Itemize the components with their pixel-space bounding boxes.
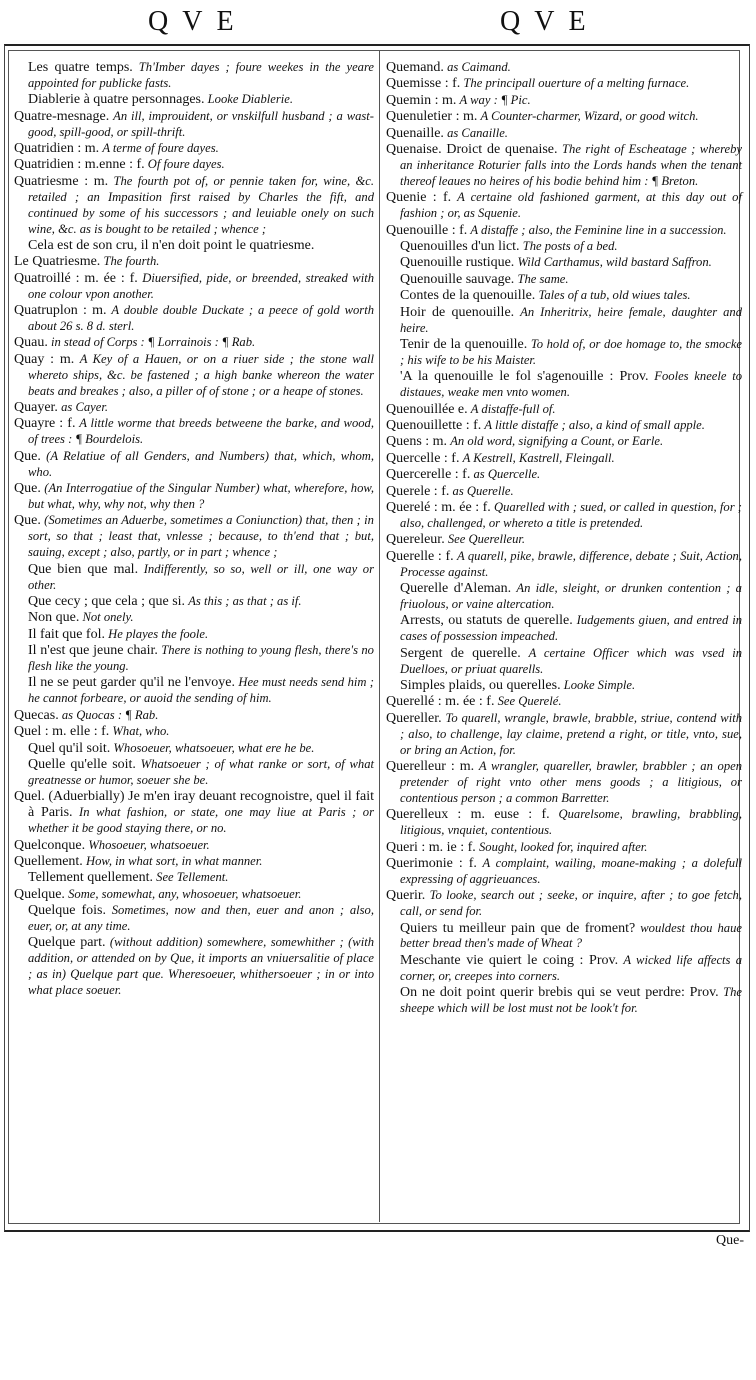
entry-headword: Hoir de quenouille. [400, 304, 515, 320]
entry-definition: A double double Duckate ; a peece of gold worth about 26 s. 8 d. sterl. [28, 303, 375, 333]
entry-definition: A distaffe-full of. [470, 401, 556, 416]
entry-definition: See Querelleur. [447, 532, 526, 547]
entry-headword: Querelle d'Aleman. [400, 581, 512, 596]
entry-definition: The posts of a bed. [522, 238, 618, 253]
right-column [386, 60, 742, 1017]
entry-headword: Querimonie : f. [386, 855, 477, 871]
entry-headword: Cela est de son cru, il n'en doit point le quatriesme. [28, 237, 315, 253]
entry-headword: Quenouille : f. [386, 222, 468, 238]
entry-headword: Contes de la quenouille. [400, 288, 536, 304]
entry-headword: Querir. [386, 888, 426, 904]
entry-definition: (An Interrogatiue of the Singular Number) what, wherefore, how, but what, why, why not, why then ? [28, 481, 374, 511]
entry-headword: Meschante vie quiert le coing : Prov. [400, 952, 619, 968]
entry-headword: Querele : f. [386, 483, 450, 499]
entry-headword: Les quatre temps. [28, 60, 133, 75]
dictionary-entry [386, 255, 742, 271]
entry-headword: Quel. (Aduerbially) Je m'en iray deuant recognoistre, quel il fait à Paris. [14, 789, 374, 821]
dictionary-entry [386, 678, 742, 694]
entry-definition: A way : ¶ Pic. [459, 92, 531, 107]
entry-headword: Quenouillée e. [386, 401, 468, 417]
entry-definition: A complaint, wailing, moane-making ; a dolefull expressing of aggrieuances. [400, 855, 743, 886]
entry-definition: Wild Carthamus, wild bastard Saffron. [517, 255, 712, 270]
entry-headword: Querellé : m. ée : f. [386, 694, 495, 710]
entry-definition: Indifferently, so so, well or ill, one way or other. [28, 561, 375, 592]
entry-headword: Querelle : f. [386, 548, 454, 564]
running-head-right: QVE [500, 6, 600, 37]
entry-definition: (A Relatiue of all Genders, and Numbers) that, which, whom, who. [28, 448, 375, 479]
entry-headword: Diablerie à quatre personnages. [28, 92, 205, 108]
entry-definition: Looke Simple. [563, 677, 636, 692]
dictionary-entry [386, 109, 742, 125]
entry-definition: as Quocas : ¶ Rab. [61, 707, 159, 722]
running-head-left: QVE [148, 6, 248, 37]
dictionary-entry [14, 481, 374, 513]
entry-definition: In what fashion, or state, one may liue at Paris ; or whether it be good staying there, or no. [28, 805, 374, 836]
entry-headword: Quau. [14, 335, 48, 351]
dictionary-entry [14, 789, 374, 837]
entry-definition: A distaffe ; also, the Feminine line in a succession. [470, 222, 727, 237]
entry-definition: How, in what sort, in what manner. [85, 853, 263, 868]
entry-definition: The fourth pot of, or pennie taken for, wine, &c. retailed ; an Impasition first raised by Charles the fift, and continued by some of his successors ; and leuiable onely on such wine, &c. as is bought to be retailed ; whence ; [28, 173, 375, 236]
entry-definition: Whosoeuer, whatsoeuer. [88, 837, 210, 852]
dictionary-entry [14, 708, 374, 724]
entry-headword: Quenaise. Droict de quenaise. [386, 142, 558, 158]
entry-definition: What, who. [112, 724, 170, 739]
entry-definition: He playes the foole. [108, 626, 209, 641]
dictionary-entry [14, 610, 374, 626]
entry-headword: Que cecy ; que cela ; que si. [28, 593, 186, 609]
dictionary-entry [386, 305, 742, 337]
entry-definition: The principall ouerture of a melting furnace. [463, 76, 690, 91]
entry-headword: Quatroillé : m. ée : f. [14, 270, 138, 286]
entry-headword: Tenir de la quenouille. [400, 336, 528, 352]
dictionary-entry [14, 854, 374, 870]
dictionary-entry [386, 500, 742, 532]
entry-headword: Quenie : f. [386, 190, 452, 206]
dictionary-entry [386, 60, 742, 76]
entry-definition: An old word, signifying a Count, or Earle. [450, 434, 664, 449]
entry-headword: Quayer. [14, 400, 58, 416]
dictionary-entry [14, 643, 374, 675]
dictionary-entry [14, 335, 374, 351]
entry-headword: Il ne se peut garder qu'il ne l'envoye. [28, 675, 236, 691]
dictionary-entry [386, 759, 742, 807]
dictionary-entry [386, 532, 742, 548]
entry-headword: Arrests, ou statuts de querelle. [400, 613, 573, 629]
dictionary-entry [14, 741, 374, 757]
dictionary-entry [386, 239, 742, 255]
left-column [14, 60, 374, 1000]
entry-definition: A certaine old fashioned garment, at this day out of fashion ; or, as Squenie. [400, 190, 742, 221]
entry-definition: Sometimes, now and then, euer and anon ; also, euer, or, at any time. [28, 903, 374, 934]
dictionary-entry [386, 888, 742, 920]
dictionary-entry [14, 870, 374, 886]
entry-definition: Tales of a tub, old wiues tales. [538, 288, 691, 303]
entry-headword: Quereleur. [386, 532, 445, 548]
entry-headword: Que. [14, 481, 41, 497]
dictionary-entry [386, 272, 742, 288]
entry-headword: 'A la quenouille le fol s'agenouille : Prov. [400, 369, 649, 385]
dictionary-entry [14, 254, 374, 270]
entry-headword: Que. [14, 448, 41, 464]
dictionary-entry [386, 646, 742, 678]
entry-definition: wouldest thou haue better bread then's made of Wheat ? [400, 920, 742, 951]
dictionary-entry [386, 613, 742, 645]
dictionary-entry [14, 562, 374, 594]
entry-definition: as Quercelle. [473, 467, 541, 482]
entry-definition: Diuersified, pide, or breended, streaked with one colour vpon another. [28, 270, 374, 301]
entry-headword: Quenaille. [386, 125, 444, 141]
entry-headword: Queri : m. ie : f. [386, 839, 476, 855]
entry-headword: Quemin : m. [386, 92, 457, 108]
entry-headword: Quatridien : m. [14, 141, 100, 157]
entry-headword: Il n'est que jeune chair. [28, 643, 158, 659]
dictionary-entry [14, 724, 374, 740]
dictionary-entry [14, 757, 374, 789]
entry-headword: Le Quatriesme. [14, 254, 101, 270]
entry-definition: A certaine Officer which was vsed in Duelloes, or priuat quarells. [400, 645, 742, 676]
dictionary-entry [386, 76, 742, 92]
entry-definition: Fooles kneele to distaues, weake men vnto women. [400, 369, 742, 400]
entry-headword: Sergent de querelle. [400, 645, 521, 661]
dictionary-entry [14, 838, 374, 854]
dictionary-entry [386, 434, 742, 450]
entry-headword: Quiers tu meilleur pain que de froment? [400, 920, 636, 936]
dictionary-entry [386, 223, 742, 239]
entry-definition: as Cayer. [61, 400, 108, 415]
dictionary-entry [14, 60, 374, 92]
dictionary-entry [14, 903, 374, 935]
entry-definition: in stead of Corps : ¶ Lorrainois : ¶ Rab. [50, 335, 256, 350]
entry-headword: Quereller. [386, 710, 442, 726]
entry-definition: To hold of, or doe homage to, the smocke ; his wife to be his Maister. [400, 336, 742, 367]
entry-definition: The sheepe which will be lost must not be look't for. [400, 985, 742, 1016]
entry-definition: To quarell, wrangle, brawle, brabble, striue, contend with ; also, to challenge, lay claime, pretend a right, or title, vnto, sue, or bring an Action, for. [400, 710, 742, 757]
entry-definition: Of foure dayes. [147, 157, 225, 172]
dictionary-entry [386, 467, 742, 483]
entry-headword: Quercerelle : f. [386, 467, 471, 483]
entry-headword: Quemisse : f. [386, 76, 461, 92]
dictionary-entry [386, 694, 742, 710]
dictionary-entry [14, 174, 374, 238]
dictionary-entry [386, 451, 742, 467]
dictionary-entry [14, 92, 374, 108]
dictionary-entry [14, 449, 374, 481]
entry-definition: An ill, improuident, or vnskilfull husband ; a wast-good, spill-good, or spill-thrift. [28, 108, 374, 139]
dictionary-entry [14, 627, 374, 643]
entry-headword: Quenouilles d'un lict. [400, 238, 520, 254]
dictionary-entry [386, 807, 742, 839]
dictionary-entry [14, 238, 374, 254]
entry-definition: There is nothing to young flesh, there's no flesh like the young. [28, 643, 374, 674]
dictionary-entry [386, 190, 742, 222]
entry-headword: Quel qu'il soit. [28, 740, 111, 756]
dictionary-entry [14, 157, 374, 173]
entry-headword: Querelé : m. ée : f. [386, 499, 491, 515]
entry-headword: Querelleur : m. [386, 758, 475, 774]
entry-headword: On ne doit point querir brebis qui se veut perdre: Prov. [400, 985, 719, 1001]
dictionary-entry [386, 953, 742, 985]
entry-definition: An idle, sleight, or drunken contention ; a friuolous, or vaine altercation. [400, 581, 742, 611]
entry-definition: Whosoeuer, whatsoeuer, what ere he be. [113, 740, 315, 755]
entry-headword: Quellement. [14, 853, 83, 869]
entry-headword: Quay : m. [14, 351, 75, 367]
dictionary-entry [14, 303, 374, 335]
entry-definition: A little worme that breeds betweene the barke, and wood, of trees : ¶ Bourdelois. [28, 416, 374, 447]
dictionary-entry [14, 141, 374, 157]
entry-definition: A wicked life affects a corner, or, creepes into corners. [400, 952, 742, 983]
entry-headword: Quatruplon : m. [14, 303, 107, 319]
entry-definition: A Counter-charmer, Wizard, or good witch. [480, 109, 699, 124]
entry-definition: As this ; as that ; as if. [188, 593, 302, 608]
entry-headword: Tellement quellement. [28, 870, 153, 886]
entry-definition: (Sometimes an Aduerbe, sometimes a Coniunction) that, then ; in sort, so that ; least that, vnlesse ; because, to th'end that ; but, sauing, except ; also, partly, or in part ; whence ; [28, 513, 374, 560]
entry-headword: Quemand. [386, 60, 444, 75]
entry-definition: as Querelle. [452, 483, 514, 498]
entry-definition: The right of Escheatage ; whereby an inheritance Roturier falls into the Lords hands when the tenant thereof leaues no heires of his bodie behind him : ¶ Breton. [400, 142, 742, 188]
entry-definition: A wrangler, quareller, brawler, brabbler ; an open pretender of right vnto other mens goods ; a litigious, or contentious person ; a common Barretter. [400, 758, 743, 805]
entry-headword: Simples plaids, ou querelles. [400, 677, 561, 693]
entry-definition: Looke Diablerie. [207, 92, 293, 107]
dictionary-entry [386, 840, 742, 856]
dictionary-entry [386, 856, 742, 888]
entry-definition: Sought, looked for, inquired after. [478, 839, 648, 854]
entry-definition: Not onely. [82, 610, 134, 625]
entry-headword: Quayre : f. [14, 416, 76, 432]
entry-definition: The same. [517, 271, 569, 286]
entry-headword: Quatriesme : m. [14, 173, 109, 189]
dictionary-entry [14, 271, 374, 303]
dictionary-entry [386, 549, 742, 581]
dictionary-entry [14, 352, 374, 400]
entry-definition: A Key of a Hauen, or on a riuer side ; the stone wall whereto ships, &c. be fastened ; a high banke whereon the water beats and breakes ; also, a piller of of stone ; or a heape of stones. [28, 351, 374, 398]
entry-definition: A Kestrell, Kastrell, Fleingall. [462, 450, 615, 465]
entry-definition: See Querelé. [497, 694, 562, 709]
entry-headword: Quenuletier : m. [386, 109, 478, 125]
dictionary-entry [14, 935, 374, 999]
entry-definition: See Tellement. [156, 870, 229, 885]
entry-headword: Quelque. [14, 886, 65, 902]
dictionary-entry [14, 400, 374, 416]
entry-definition: The fourth. [103, 254, 160, 269]
entry-headword: Quecas. [14, 707, 59, 723]
entry-definition: A quarell, pike, brawle, difference, debate ; Suit, Action, Processe against. [400, 548, 742, 579]
entry-headword: Que. [14, 513, 41, 529]
entry-headword: Non que. [28, 610, 80, 626]
dictionary-entry [386, 985, 742, 1017]
dictionary-entry [386, 126, 742, 142]
entry-definition: Some, somewhat, any, whosoeuer, whatsoeuer. [68, 886, 302, 901]
entry-headword: Que bien que mal. [28, 561, 139, 577]
entry-headword: Quatridien : m.enne : f. [14, 157, 145, 173]
dictionary-entry [386, 711, 742, 759]
dictionary-entry [14, 675, 374, 707]
entry-headword: Quenouille sauvage. [400, 271, 515, 287]
entry-definition: as Caimand. [447, 60, 511, 74]
entry-definition: Th'Imber dayes ; foure weekes in the yeare appointed for publicke fasts. [28, 60, 375, 90]
entry-headword: Quens : m. [386, 434, 448, 450]
column-divider [379, 50, 380, 1222]
entry-headword: Quelle qu'elle soit. [28, 756, 136, 772]
entry-headword: Querelleux : m. euse : f. [386, 807, 550, 823]
entry-definition: as Canaille. [447, 125, 508, 140]
entry-definition: A little distaffe ; also, a kind of small apple. [484, 417, 705, 432]
entry-definition: (without addition) somewhere, somewhither ; (with addition, or attended on by Que, it imports an vniuersalitie of place ; as in) Quelque part que. Wheresoeuer, whithersoeuer ; in or into what place soeuer. [28, 935, 375, 998]
entry-definition: Hee must needs send him ; he cannot forbeare, or auoid the sending of him. [28, 675, 375, 706]
entry-headword: Quelque fois. [28, 903, 106, 919]
entry-definition: Iudgements giuen, and entred in cases of possession impeached. [400, 613, 743, 644]
entry-headword: Quelque part. [28, 935, 106, 951]
dictionary-entry [386, 581, 742, 613]
entry-headword: Quelconque. [14, 837, 86, 853]
dictionary-entry [14, 594, 374, 610]
dictionary-entry [14, 887, 374, 903]
dictionary-entry [14, 416, 374, 448]
entry-headword: Quatre-mesnage. [14, 108, 110, 124]
dictionary-entry [386, 337, 742, 369]
entry-definition: Quarelled with ; sued, or called in question, for ; also, challenged, or whereto a title is pretended. [400, 499, 742, 530]
dictionary-entry [14, 109, 374, 141]
dictionary-entry [386, 288, 742, 304]
catchword: Que- [716, 1233, 744, 1248]
entry-definition: Quarelsome, brawling, brabbling, litigious, vnquiet, contentious. [400, 807, 742, 838]
entry-headword: Quercelle : f. [386, 450, 460, 466]
entry-headword: Il fait que fol. [28, 626, 105, 642]
dictionary-entry [386, 369, 742, 401]
dictionary-entry [386, 93, 742, 109]
dictionary-entry [386, 921, 742, 953]
dictionary-entry [386, 418, 742, 434]
dictionary-entry [386, 402, 742, 418]
entry-headword: Quel : m. elle : f. [14, 724, 110, 740]
dictionary-entry [386, 142, 742, 190]
entry-definition: An Inheritrix, heire female, daughter and heire. [400, 304, 742, 335]
dictionary-entry [386, 484, 742, 500]
entry-headword: Quenouillette : f. [386, 417, 482, 433]
entry-definition: Whatsoeuer ; of what ranke or sort, of what greatnesse or humor, soeuer she be. [28, 756, 374, 787]
dictionary-entry [14, 513, 374, 561]
entry-definition: A terme of foure dayes. [102, 141, 219, 156]
entry-definition: To looke, search out ; seeke, or inquire, after ; to goe fetch, call, or send for. [400, 888, 742, 919]
entry-headword: Quenouille rustique. [400, 255, 515, 271]
